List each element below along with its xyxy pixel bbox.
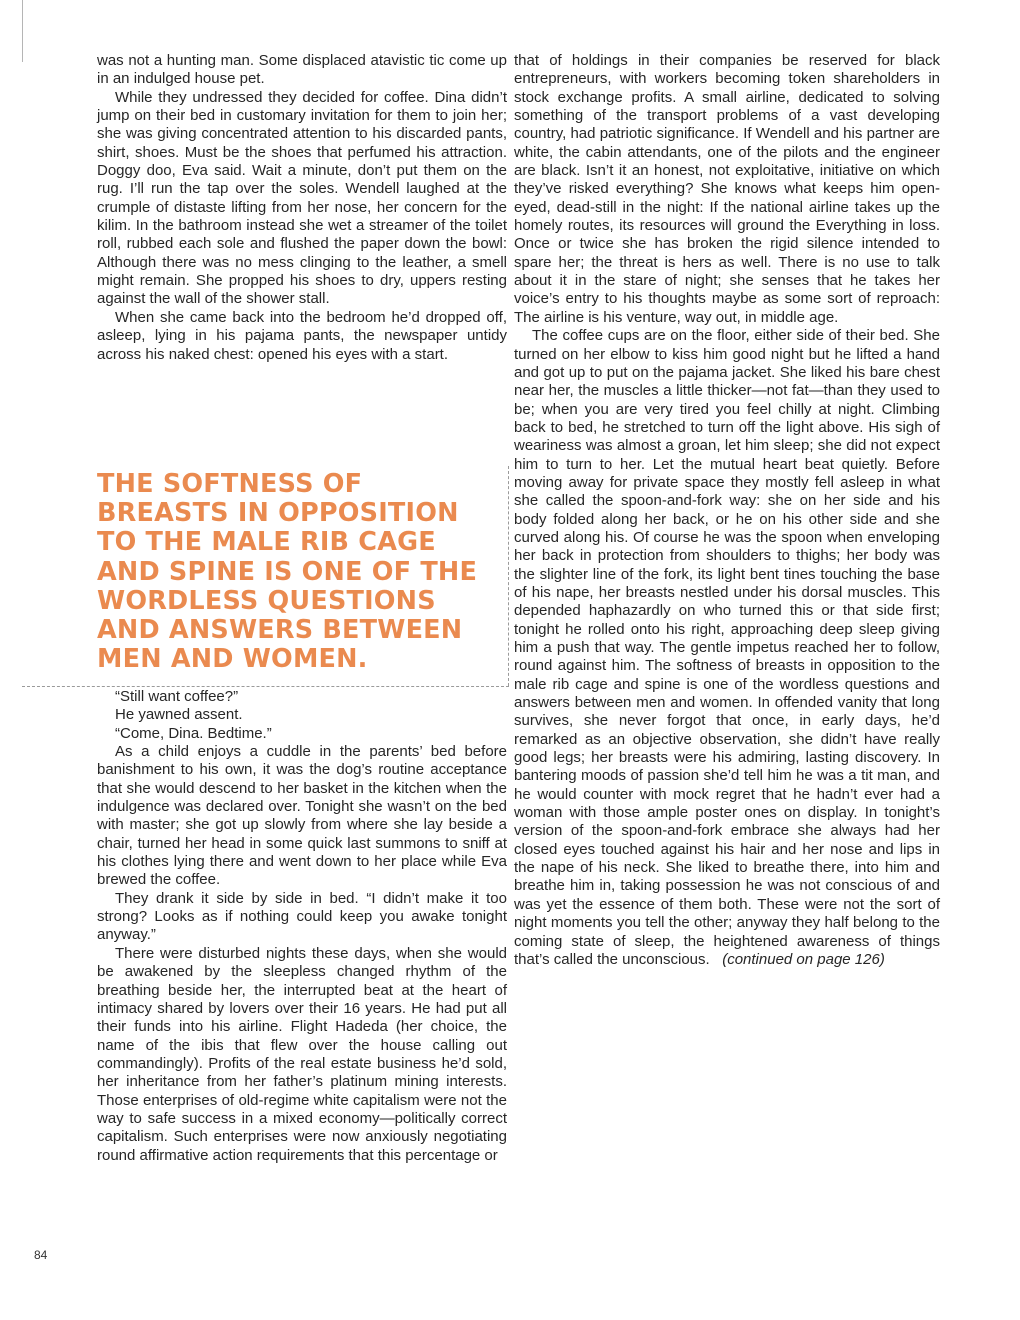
paragraph: When she came back into the bedroom he’d dropped off, asleep, lying in his pajama pants, the newspaper untidy across his naked chest: opened his eyes with a start. xyxy=(97,308,507,363)
pull-quote: THE SOFTNESS OF BREASTS IN OPPOSITION TO THE MALE RIB CAGE AND SPINE IS ONE OF THE WORDLESS QUESTIONS AND ANSWERS BETWEEN MEN AND WOMEN. xyxy=(97,469,478,675)
paragraph: that of holdings in their companies be reserved for black entrepreneurs, with workers becoming token shareholders in stock exchange profits. A small airline, dedicated to solving something of the transport problems of a vast developing country, had patriotic significance. If Wendell and his partner are white, the cabin attendants, one of the pilots and the engineer are black. Isn’t it an honest, not exploitative, initiative on which they’ve risked everything? She knows what keeps him open-eyed, dead-still in the night: If the national airline takes up the homely routes, its resources will ground the Everything in loss. Once or twice she has broken the rigid silence intended to spare her; the threat is hers as well. There is no use to talk about it in the stare of night; she senses that he takes her voice’s entry to his thoughts maybe as some sort of reproach: The airline is his venture, way out, in middle age. xyxy=(514,52,940,326)
paragraph: There were disturbed nights these days, when she would be awakened by the sleepless changed rhythm of the breathing beside her, the interrupted beat at the heart of intimacy shared by lovers over their 16 years. He had put all their funds into his airline. Flight Hadeda (her choice, the name of the ibis that flew over the house calling out commandingly). Profits of the real estate business he’d sold, her inheritance from her father’s platinum mining interests. Those enterprises of old-regime white capitalism were not the way to safe success in a mixed economy—politically correct capitalism. Such enterprises were now anxiously negotiating round affirmative action requirements that this percentage or xyxy=(97,944,507,1164)
left-column-top xyxy=(97,52,507,364)
paragraph: They drank it side by side in bed. “I didn’t make it too strong? Looks as if nothing could keep you awake tonight anyway.” xyxy=(97,889,507,944)
page-number: 84 xyxy=(34,1248,48,1262)
paragraph: While they undressed they decided for coffee. Dina didn’t jump on their bed in customary invitation for them to join her; she was giving concentrated attention to his discarded pants, shirt, shoes. Must be the shoes that perfumed his attraction. Doggy doo, Eva said. Wait a minute, don’t put them on the rug. I’ll run the tap over the soles. Wendell laughed at the crumple of distaste lifting from her nose, her concern for the kilim. In the bathroom instead she wet a streamer of the toilet roll, rubbed each sole and flushed the paper down the bowl: Although there was no mess clinging to the leather, a smell might remain. She propped his shoes to dry, uppers resting against the wall of the shower stall. xyxy=(97,88,507,308)
paragraph-text: The coffee cups are on the floor, either side of their bed. She turned on her elbow to kiss him good night but he lifted a hand and got up to put on the pajama jacket. She liked his bare chest near her, the muscles a little thicker—not fat—than they used to be; when you are very tired you feel chilly at night. Climbing back to bed, he stretched to turn off the light above. His sigh of weariness was almost a groan, let him sleep; she did not expect him to turn to her. Let the mutual heart beat quietly. Before moving away for private space they mostly fell asleep in what she called the spoon-and-fork way: she on her side and his body folded along her back, or he on his other side and she curved along his. Of course he was the spoon when enveloping her back in protection from shoulders to thighs; her body was the slighter line of the fork, its light bent tines touching the base of his nape, her breasts nestled under his dorsal muscles. This depended haphazardly on who turned this or that side first; tonight he rolled onto his right, approaching deep sleep giving him a push that way. The gentle impetus reached her to follow, round against him. The softness of breasts in opposition to the male rib cage and spine is one of the wordless questions and answers between men and women. In offended vanity that long survives, she never forgot that once, in early days, he’d remarked as an objective observation, she didn’t have really good legs; her breasts were his admiring, lasting discovery. In bantering moods of passion she’d tell him he was a tit man, and he would counter with mock regret that he hadn’t ever had a woman with those ample poster ones on display. In tonight’s version of the spoon-and-fork embrace she always had her closed eyes touched against his hair and her nose and lips in the nape of his neck. She liked to breathe there, into him and breathe him in, taking possession he was not conscious of and was yet the essence of them both. These were not the sort of night moments you tell the other; anyway they half belong to the coming state of sleep, the heightened awareness of things that’s called the unconscious. xyxy=(514,327,940,968)
left-column-bottom xyxy=(97,688,507,1165)
pull-quote-divider-vertical xyxy=(508,466,509,686)
paragraph: He yawned assent. xyxy=(115,706,243,724)
margin-rule xyxy=(22,0,23,62)
pull-quote-divider-horizontal xyxy=(22,686,509,687)
paragraph xyxy=(514,327,940,969)
dialogue-line: “Come, Dina. Bedtime.” xyxy=(115,724,272,742)
continued-note: (continued on page 126) xyxy=(722,950,885,968)
dialogue-line: “Still want coffee?” xyxy=(115,688,239,705)
paragraph: As a child enjoys a cuddle in the parents’ bed before banishment to his own, it was the dog’s routine acceptance that she would descend to her basket in the kitchen when the indulgence was declared over. Tonight she wasn’t on the bed with master; she got up slowly from where she lay beside a chair, turned her head in some quick last summons to sniff at his clothes lying there and went down to her place while Eva brewed the coffee. xyxy=(97,743,507,889)
right-column xyxy=(514,52,940,969)
paragraph: was not a hunting man. Some displaced atavistic tic come up in an indulged house pet. xyxy=(97,52,507,88)
